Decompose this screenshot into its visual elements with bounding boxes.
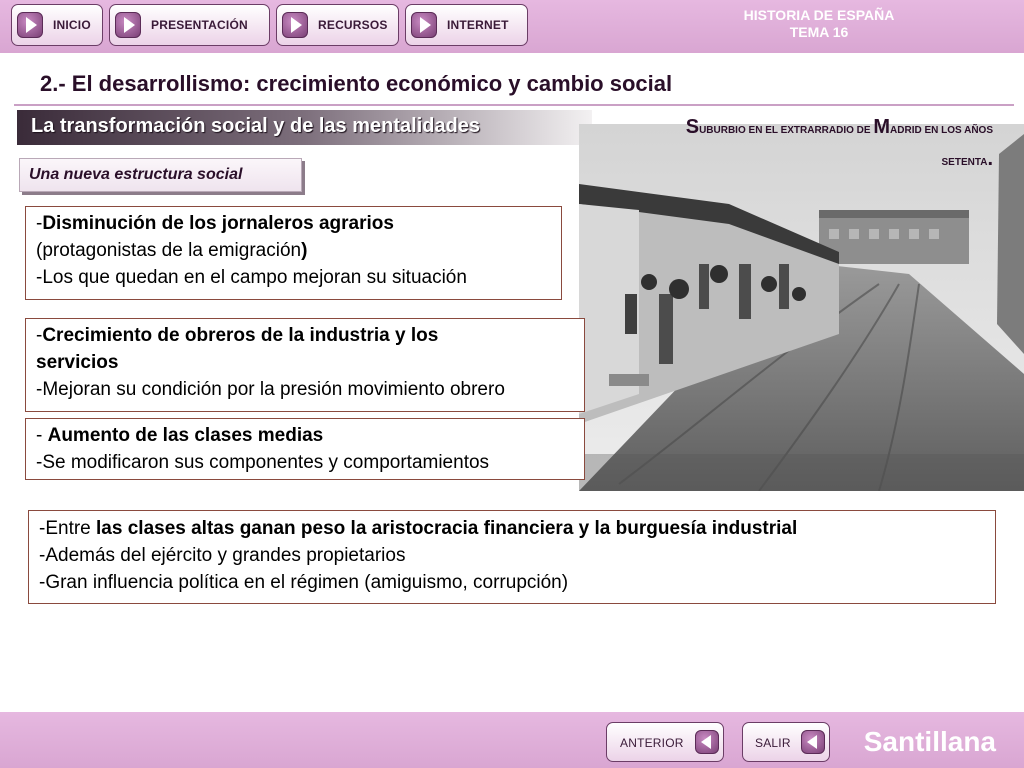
publisher-logo: Santillana — [863, 726, 996, 757]
play-arrow-icon — [17, 12, 43, 38]
previous-label: ANTERIOR — [620, 736, 684, 750]
caption-line-2 — [628, 145, 993, 177]
box3-dash: - — [36, 425, 48, 446]
photo-caption — [628, 113, 993, 177]
back-arrow-icon — [801, 730, 825, 754]
nav-recursos-button[interactable] — [276, 4, 399, 46]
box3-line-1 — [36, 422, 574, 449]
box2-bold-text: Crecimiento de obreros de la industria y los — [42, 325, 439, 346]
back-arrow-icon — [695, 730, 719, 754]
caption-text-2: ADRID EN LOS AÑOS — [890, 125, 993, 136]
play-arrow-icon — [282, 12, 308, 38]
box2-line-2: servicios — [36, 352, 119, 373]
nav-presentacion-button[interactable] — [109, 4, 270, 46]
box1-line-3: -Los que quedan en el campo mejoran su situación — [36, 267, 467, 288]
course-title-text: HISTORIA DE ESPAÑA — [743, 7, 895, 23]
exit-label: SALIR — [755, 736, 791, 750]
unit-title-text: TEMA 16 — [789, 24, 849, 40]
text-box-clases-altas — [28, 510, 996, 604]
caption-initial-s: S — [685, 116, 700, 138]
box4-line-3: -Gran influencia política en el régimen (amiguismo, corrupción) — [39, 572, 569, 593]
caption-period: . — [987, 148, 993, 170]
box4-line-2: -Además del ejército y grandes propietarios — [39, 545, 406, 566]
box1-paren-text: (protagonistas de la emigración — [36, 240, 302, 261]
box3-line-2: -Se modificaron sus componentes y comportamientos — [36, 452, 490, 473]
caption-line-1 — [628, 113, 993, 145]
caption-text-1: UBURBIO EN EL EXTRARRADIO DE — [699, 125, 874, 136]
course-title — [714, 7, 924, 41]
play-arrow-icon — [411, 12, 437, 38]
nav-internet-button[interactable] — [405, 4, 528, 46]
caption-initial-m: M — [873, 116, 891, 138]
nav-inicio-button[interactable] — [11, 4, 103, 46]
box2-line-3: -Mejoran su condición por la presión movimiento obrero — [36, 379, 505, 400]
suburb-photo — [579, 124, 1024, 491]
nav-presentacion-label: PRESENTACIÓN — [151, 18, 248, 32]
caption-text-3: SETENTA — [941, 157, 988, 168]
nav-internet-label: INTERNET — [447, 18, 509, 32]
text-box-jornaleros — [25, 206, 562, 300]
nav-recursos-label: RECURSOS — [318, 18, 388, 32]
section-banner-text: La transformación social y de las mentalidades — [31, 115, 481, 137]
nav-inicio-label: INICIO — [53, 18, 91, 32]
text-box-clases-medias — [25, 418, 585, 480]
box1-line-1 — [36, 210, 551, 237]
exit-button[interactable] — [742, 722, 830, 762]
subsection-label — [19, 158, 302, 192]
box4-bold-text: las clases altas ganan peso la aristocracia financiera y la burguesía industrial — [96, 518, 798, 539]
box1-line-2 — [36, 237, 551, 264]
text-box-obreros — [25, 318, 585, 412]
box1-dash: - — [36, 213, 43, 234]
box4-line-1 — [39, 515, 985, 542]
box2-dash: - — [36, 325, 43, 346]
section-banner — [17, 110, 592, 145]
play-arrow-icon — [115, 12, 141, 38]
box4-lead: -Entre — [39, 518, 97, 539]
box2-line-1 — [36, 322, 574, 349]
box1-paren-close: ) — [301, 240, 308, 261]
previous-button[interactable] — [606, 722, 724, 762]
box1-bold-text: Disminución de los jornaleros agrarios — [42, 213, 394, 234]
subsection-label-text: Una nueva estructura social — [29, 166, 243, 183]
box3-bold-text: Aumento de las clases medias — [47, 425, 324, 446]
title-divider — [14, 104, 1014, 106]
page-title: 2.- El desarrollismo: crecimiento económico y cambio social — [40, 71, 673, 96]
